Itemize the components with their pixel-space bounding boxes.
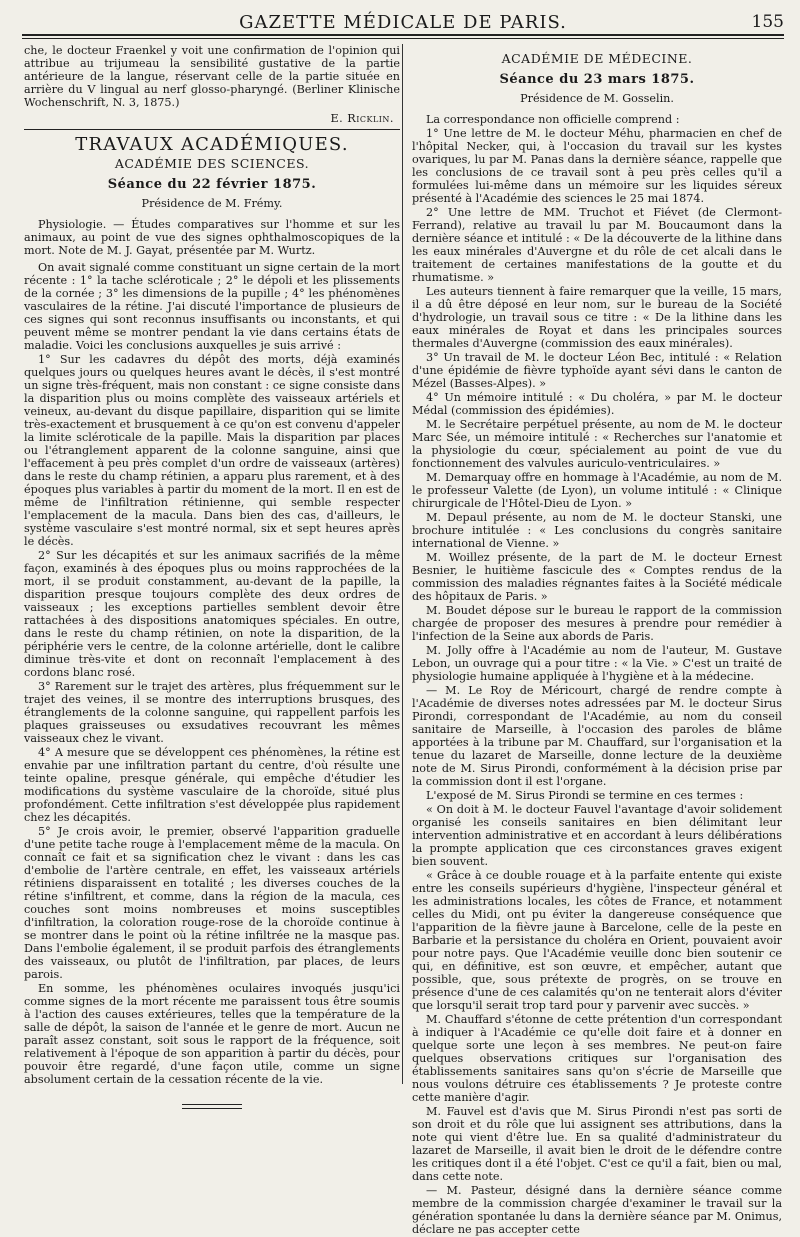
article-paragraph: « Grâce à ce double rouage et à la parfaite entente qui existe entre les conseils supérieurs d'hygiène, l'inspecteur général et les administrations locales, les côtes de France, et notamment celles du Midi, ont pu éviter la dangereuse conséquence que l'apparition de la fièvre jaune à Barcelone, celle de la peste en Barbarie et la persistance du choléra en Orient, pouvaient avoir pour notre pays. Que l'Académie veuille donc bien soutenir ce qui, en définitive, est son œuvre, et empêcher, autant que possible, que, sous prétexte de progrès, on se trouve en présence d'une de ces calamités qu'on ne tenterait alors d'éviter que lorsqu'il serait trop tard pour y parvenir avec succès. » xyxy=(412,869,782,1012)
right-column xyxy=(412,44,782,1237)
article-paragraph: — M. Pasteur, désigné dans la dernière séance comme membre de la commission chargée d'examiner le travail sur la génération spontanée lu dans la dernière séance par M. Onimus, déclare ne pas accepter cette xyxy=(412,1184,782,1236)
continuation-paragraph: che, le docteur Fraenkel y voit une confirmation de l'opinion qui attribue au trijumeau la sensibilité gustative de la partie antérieure de la langue, réservant celle de la partie située en arrière du V lingual au nerf glosso-pharyngé. (Berliner Klinische Wochenschrift, N. 3, 1875.) xyxy=(24,44,400,109)
article-paragraph: L'exposé de M. Sirus Pirondi se termine en ces termes : xyxy=(426,789,744,802)
article-paragraph: M. Depaul présente, au nom de M. le docteur Stanski, une brochure intitulée : « Les conclusions du congrès sanitaire international de Vienne. » xyxy=(412,511,782,550)
page-header xyxy=(22,6,784,36)
article-paragraph: 1° Une lettre de M. le docteur Méhu, pharmacien en chef de l'hôpital Necker, qui, à l'occasion du travail sur les kystes ovariques, lu par M. Panas dans la dernière séance, rappelle que les conclusions de ce travail sont à peu près celles qu'il a formulées lui-même dans un mémoire sur les liquides séreux présenté à l'Académie des sciences le 25 mai 1874. xyxy=(412,127,782,205)
seance-date: Séance du 22 février 1875. xyxy=(107,177,317,192)
article-paragraph: On avait signalé comme constituant un signe certain de la mort récente : 1° la tache scléroticale ; 2° le dépoli et les plissements de la cornée ; 3° les dimensions de la pupille ; 4° les phénomènes vasculaires de la rétine. J'ai discuté l'importance de plusieurs de ces signes qui sont reconnus insuffisants ou inconstants, et qui peuvent même se montrer pendant la vie dans certains états de maladie. Voici les conclusions auxquelles je suis arrivé : xyxy=(24,261,400,352)
article-paragraph: M. Jolly offre à l'Académie au nom de l'auteur, M. Gustave Lebon, un ouvrage qui a pour titre : « la Vie. » C'est un traité de physiologie humaine appliquée à l'hygiène et à la médecine. xyxy=(412,644,782,683)
academy-name: ACADÉMIE DES SCIENCES. xyxy=(114,156,310,171)
article-paragraph: M. Boudet dépose sur le bureau le rapport de la commission chargée de proposer des mesures à prendre pour remédier à l'infection de la Seine aux abords de Paris. xyxy=(412,604,782,643)
article-paragraph: M. Demarquay offre en hommage à l'Académie, au nom de M. le professeur Valette (de Lyon), un volume intitulé : « Clinique chirurgicale de l'Hôtel-Dieu de Lyon. » xyxy=(412,471,782,510)
article-paragraph: 2° Sur les décapités et sur les animaux sacrifiés de la même façon, examinés à des époques plus ou moins rapprochées de la mort, il se produit constamment, au-devant de la papille, la disparition presque toujours complète des deux ordres de vaisseaux ; les exceptions partielles semblent devoir être rattachées à des dispositions anatomiques spéciales. En outre, dans le reste du champ rétinien, on note la disparition, de la périphérie vers le centre, de la colonne artérielle, dont le calibre diminue très-vite et dont on reconnaît l'emplacement à des cordons blanc rosé. xyxy=(24,549,400,679)
continuation-signature: E. Ricklin. xyxy=(330,112,394,125)
article-paragraph: M. le Secrétaire perpétuel présente, au nom de M. le docteur Marc Sée, un mémoire intitulé : « Recherches sur l'anatomie et la physiologie du cœur, spécialement au point de vue du fonctionnement des valvules auriculo-ventriculaires. » xyxy=(412,418,782,470)
article-paragraph: La correspondance non officielle comprend : xyxy=(426,113,680,126)
header-rule xyxy=(22,34,784,36)
article-paragraph: Physiologie. — Études comparatives sur l'homme et sur les animaux, au point de vue des signes ophthalmoscopiques de la mort. Note de M. J. Gayat, présentée par M. Wurtz. xyxy=(24,218,400,257)
column-divider xyxy=(402,44,403,1084)
page-number: 155 xyxy=(751,12,784,32)
academy-name: ACADÉMIE DE MÉDECINE. xyxy=(501,51,693,66)
article-paragraph: 1° Sur les cadavres du dépôt des morts, déjà examinés quelques jours ou quelques heures avant le décès, il s'est montré un signe très-fréquent, mais non constant : ce signe consiste dans la disparition plus ou moins complète des vaisseaux artériels et veineux, au-devant du disque papillaire, disparition qui se limite très-exactement et brusquement à ce qu'on est convenu d'appeler la limite scléroticale de la papille. Mais la disparition par places ou l'étranglement apparent de la colonne sanguine, ainsi que l'effacement à peu près complet d'un ordre de vaisseaux (artères) dans le reste du champ rétinien, a apparu plus rarement, et à des époques plus variables à partir du moment de la mort. Il en est de même de l'infiltration rétinienne, qui semble respecter l'emplacement de la macula. Dans bien des cas, d'ailleurs, le système vasculaire s'est montré normal, six et sept heures après le décès. xyxy=(24,353,400,548)
section-title: TRAVAUX ACADÉMIQUES. xyxy=(75,134,349,155)
article-paragraph: 5° Je crois avoir, le premier, observé l'apparition graduelle d'une petite tache rouge à l'emplacement même de la macula. On connaît ce fait et sa signification chez le vivant : dans les cas d'embolie de l'artère centrale, en effet, les vaisseaux artériels rétiniens disparaissent en totalité ; les diverses couches de la rétine s'infiltrent, et comme, dans la région de la macula, ces couches sont moins nombreuses et moins susceptibles d'infiltration, la coloration rouge-rose de la choroïde continue à se montrer dans le point où la rétine infiltrée ne la masque pas. Dans l'embolie également, il se produit parfois des étranglements des vaisseaux, ou plutôt de l'infiltration, par places, de leurs parois. xyxy=(24,825,400,981)
article-paragraph: « On doit à M. le docteur Fauvel l'avantage d'avoir solidement organisé les conseils sanitaires en bien délimitant leur intervention administrative et en accordant à leurs délibérations la prompte application que ces circonstances graves exigent bien souvent. xyxy=(412,803,782,868)
left-column xyxy=(24,44,400,1109)
article-paragraph: M. Fauvel est d'avis que M. Sirus Pirondi n'est pas sorti de son droit et du rôle que lui assignent ses attributions, dans la note qui vient d'être lue. En sa qualité d'administrateur du lazaret de Marseille, il avait bien le droit de le défendre contre les critiques dont il a été l'objet. C'est ce qu'il a fait, bien ou mal, dans cette note. xyxy=(412,1105,782,1183)
article-paragraph: En somme, les phénomènes oculaires invoqués jusqu'ici comme signes de la mort récente me paraissent tous être soumis à l'action des causes extérieures, telles que la température de la salle de dépôt, la saison de l'année et le genre de mort. Aucun ne paraît assez constant, soit sous le rapport de la fréquence, soit relativement à l'époque de son apparition à partir du décès, pour pouvoir être regardé, d'une façon utile, comme un signe absolument certain de la cessation récente de la vie. xyxy=(24,982,400,1086)
seance-date: Séance du 23 mars 1875. xyxy=(499,72,695,87)
article-paragraph: Les auteurs tiennent à faire remarquer que la veille, 15 mars, il a dû être déposé en leur nom, sur le bureau de la Société d'hydrologie, un travail sous ce titre : « De la lithine dans les eaux minérales de Royat et dans les principales sources thermales d'Auvergne (commission des eaux minérales). xyxy=(412,285,782,350)
article-paragraph: 3° Un travail de M. le docteur Léon Bec, intitulé : « Relation d'une épidémie de fièvre typhoïde ayant sévi dans le canton de Mézel (Basses-Alpes). » xyxy=(412,351,782,390)
end-rule xyxy=(182,1108,242,1109)
presidency: Présidence de M. Frémy. xyxy=(141,197,283,210)
article-paragraph: — M. Le Roy de Méricourt, chargé de rendre compte à l'Académie de diverses notes adressées par M. le docteur Sirus Pirondi, correspondant de l'Académie, au nom du conseil sanitaire de Marseille, à l'occasion des paroles de blâme apportées à la tribune par M. Chauffard, sur l'organisation et la tenue du lazaret de Marseille, donne lecture de la deuxième note de M. Sirus Pirondi, conformément à la décision prise par la commission dont il est l'organe. xyxy=(412,684,782,788)
article-paragraph: 4° A mesure que se développent ces phénomènes, la rétine est envahie par une infiltration partant du centre, d'où résulte une teinte opaline, presque générale, qui empêche d'étudier les modifications du système vasculaire de la choroïde, situé plus profondément. Cette infiltration s'est développée plus rapidement chez les décapités. xyxy=(24,746,400,824)
journal-title: GAZETTE MÉDICALE DE PARIS. xyxy=(239,12,567,33)
presidency: Présidence de M. Gosselin. xyxy=(520,92,674,105)
article-paragraph: 2° Une lettre de MM. Truchot et Fiévet (de Clermont-Ferrand), relative au travail lu par M. Boucaumont dans la dernière séance et intitulé : « De la découverte de la lithine dans les eaux minérales d'Auvergne et du rôle de cet alcali dans le traitement de certaines manifestations de la goutte et du rhumatisme. » xyxy=(412,206,782,284)
article-paragraph: M. Chauffard s'étonne de cette prétention d'un correspondant à indiquer à l'Académie ce qu'elle doit faire et à donner en quelque sorte une leçon à ses membres. Ne peut-on faire quelques observations critiques sur l'organisation des établissements sanitaires sans qu'on s'écrie de Marseille que nous voulons détruire ces établissements ? Je proteste contre cette manière d'agir. xyxy=(412,1013,782,1104)
article-paragraph: 3° Rarement sur le trajet des artères, plus fréquemment sur le trajet des veines, il se montre des interruptions brusques, des étranglements de la colonne sanguine, qui rappellent parfois les plaques graisseuses ou exsudatives recouvrant les mêmes vaisseaux chez le vivant. xyxy=(24,680,400,745)
section-divider xyxy=(24,129,400,130)
article-paragraph: 4° Un mémoire intitulé : « Du choléra, » par M. le docteur Médal (commission des épidémies). xyxy=(412,391,782,417)
end-rule xyxy=(182,1104,242,1105)
header-rule-thin xyxy=(22,38,784,39)
article-paragraph: M. Woillez présente, de la part de M. le docteur Ernest Besnier, le huitième fascicule des « Comptes rendus de la commission des maladies régnantes faites à la Société médicale des hôpitaux de Paris. » xyxy=(412,551,782,603)
